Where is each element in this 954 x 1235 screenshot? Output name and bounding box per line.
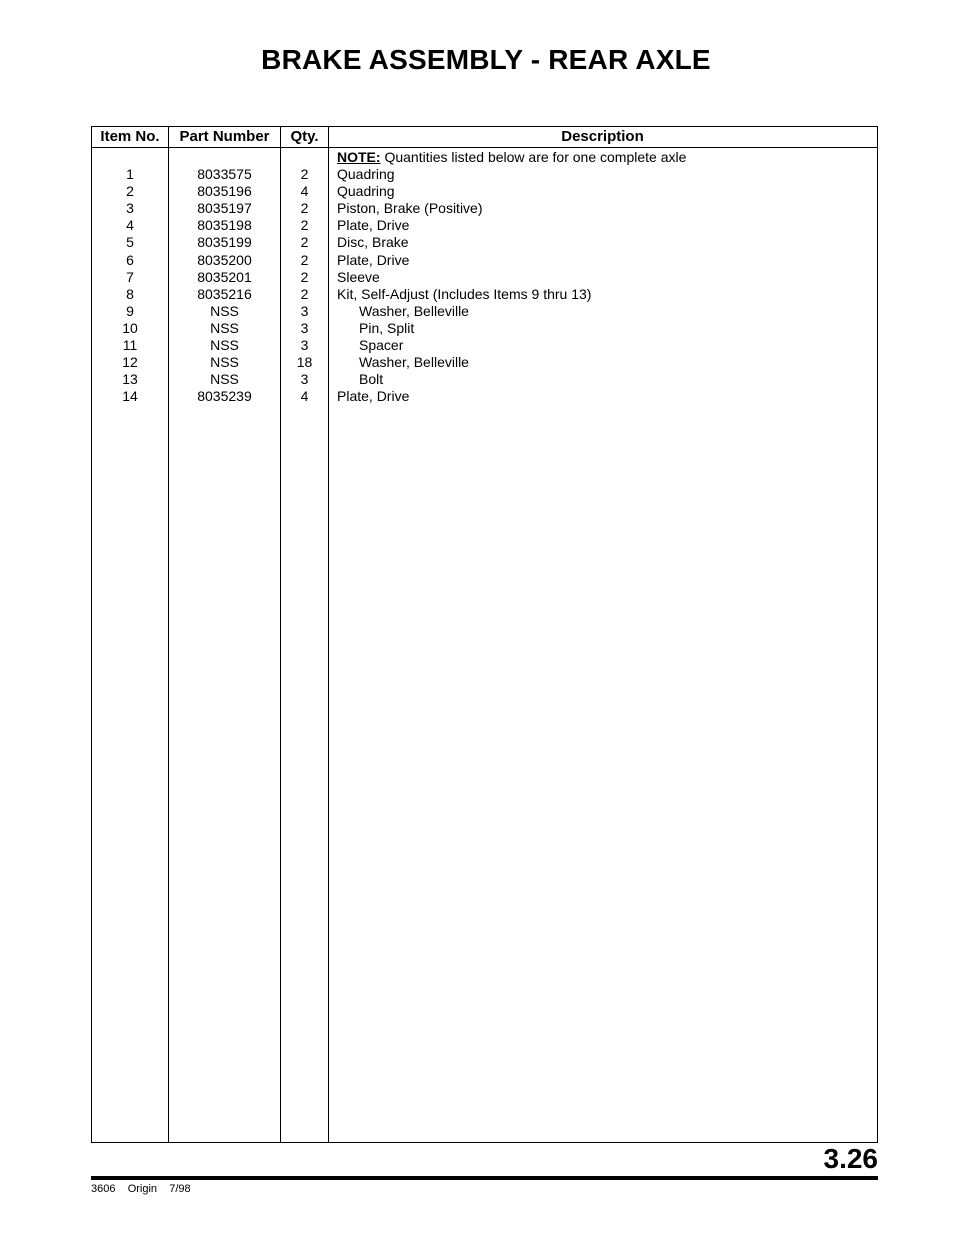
table-row: [92, 303, 877, 320]
quantity: 3: [300, 319, 309, 336]
part-number: NSS: [210, 371, 239, 388]
description: Plate, Drive: [337, 217, 410, 234]
quantity: 2: [300, 251, 309, 268]
description: Bolt: [359, 371, 384, 388]
item-number: 5: [126, 234, 134, 251]
header-qty: Qty.: [290, 128, 319, 145]
item-number: 9: [126, 302, 134, 319]
table-row: [92, 200, 877, 217]
item-number: 7: [126, 268, 134, 285]
table-row: [92, 166, 877, 183]
part-number: 8035199: [197, 234, 252, 251]
quantity: 3: [300, 371, 309, 388]
part-number: NSS: [210, 302, 239, 319]
part-number: 8035216: [197, 285, 252, 302]
note-label: NOTE:: [337, 149, 381, 165]
note-row: [92, 149, 877, 166]
quantity: 18: [296, 354, 313, 371]
quantity: 2: [300, 268, 309, 285]
description: Sleeve: [337, 268, 380, 285]
part-number: 8035200: [197, 251, 252, 268]
item-number: 4: [126, 217, 134, 234]
quantity: 4: [300, 388, 309, 405]
table-row: [92, 217, 877, 234]
description: Piston, Brake (Positive): [337, 200, 483, 217]
table-row: [92, 252, 877, 269]
quantity: 2: [300, 285, 309, 302]
item-number: 10: [122, 319, 138, 336]
part-number: 8035239: [197, 388, 252, 405]
part-number: 8033575: [197, 166, 252, 182]
note-body: Quantities listed below are for one complete axle: [380, 149, 687, 165]
quantity: 3: [300, 302, 309, 319]
note-text: [337, 149, 686, 166]
quantity: 2: [300, 234, 309, 251]
item-number: 3: [126, 200, 134, 217]
parts-table: [91, 126, 878, 1143]
description: Kit, Self-Adjust (Includes Items 9 thru 13): [337, 285, 592, 302]
description: Plate, Drive: [337, 251, 410, 268]
description: Spacer: [359, 337, 404, 353]
item-number: 6: [126, 251, 134, 268]
part-number: 8035196: [197, 183, 252, 200]
part-number: NSS: [210, 337, 239, 353]
item-number: 12: [122, 354, 138, 371]
description: Quadring: [337, 183, 395, 200]
table-row: [92, 286, 877, 303]
part-number: NSS: [210, 319, 239, 336]
page-number: 3.26: [823, 1143, 878, 1174]
quantity: 2: [300, 200, 309, 217]
header-description: Description: [561, 128, 644, 145]
description: Quadring: [337, 166, 395, 182]
item-number: 2: [126, 183, 134, 200]
quantity: 4: [300, 183, 309, 200]
table-row: [92, 320, 877, 337]
header-part-number: Part Number: [179, 128, 270, 145]
item-number: 11: [122, 337, 138, 353]
table-row: [92, 371, 877, 388]
item-number: 14: [122, 388, 138, 405]
part-number: 8035201: [197, 268, 252, 285]
part-number: 8035197: [197, 200, 252, 217]
footer-rule: [91, 1176, 878, 1180]
description: Pin, Split: [359, 319, 415, 336]
quantity: 3: [300, 337, 309, 353]
table-header: [92, 127, 877, 148]
table-row: [92, 269, 877, 286]
table-row: [92, 388, 877, 405]
part-number: 8035198: [197, 217, 252, 234]
item-number: 13: [122, 371, 138, 388]
description: Disc, Brake: [337, 234, 409, 251]
table-row: [92, 183, 877, 200]
description: Washer, Belleville: [359, 302, 469, 319]
footer-text: 3606 Origin 7/98: [91, 1183, 191, 1195]
description: Plate, Drive: [337, 388, 410, 405]
description: Washer, Belleville: [359, 354, 469, 371]
table-row: [92, 354, 877, 371]
page-title: BRAKE ASSEMBLY - REAR AXLE: [261, 44, 711, 75]
item-number: 1: [126, 166, 134, 182]
item-number: 8: [126, 285, 134, 302]
quantity: 2: [300, 166, 309, 182]
part-number: NSS: [210, 354, 239, 371]
table-row: [92, 337, 877, 354]
table-row: [92, 234, 877, 251]
quantity: 2: [300, 217, 309, 234]
header-item-no: Item No.: [100, 128, 160, 145]
